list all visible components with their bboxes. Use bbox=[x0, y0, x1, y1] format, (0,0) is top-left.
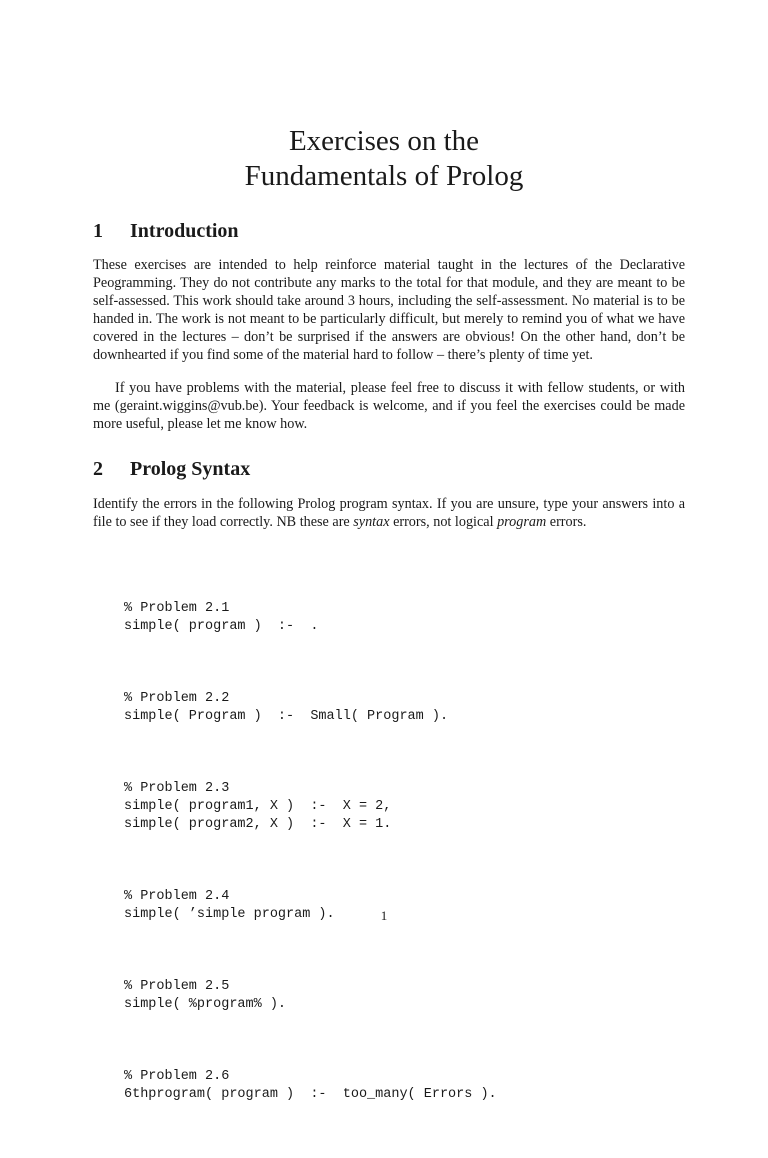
code-line: simple( Program ) :- Small( Program ). bbox=[124, 709, 449, 724]
code-comment: % Problem 2.5 bbox=[124, 979, 230, 994]
code-problem-2-3 bbox=[124, 780, 497, 852]
syntax-intro-text-3: errors. bbox=[546, 514, 587, 530]
code-line: simple( ’simple program ). bbox=[124, 907, 335, 922]
intro-paragraph-2: If you have problems with the material, please feel free to discuss it with fellow students, or with me (geraint.wiggins@vub.be). Your feedback is welcome, and if you feel the exercises could be made more useful, please let me know how. bbox=[93, 380, 685, 432]
code-line: simple( program ) :- . bbox=[124, 619, 319, 634]
section-title: Introduction bbox=[130, 220, 239, 242]
title-line-2: Fundamentals of Prolog bbox=[244, 160, 524, 192]
section-number: 2 bbox=[93, 458, 103, 480]
code-comment: % Problem 2.3 bbox=[124, 781, 230, 796]
syntax-intro-text-1: Identify the errors in the following Prolog program syntax. If you are unsure, type your answers into a file to see if they load correctly. NB these are bbox=[93, 496, 685, 530]
code-problem-2-2 bbox=[124, 690, 497, 744]
code-line: simple( %program% ). bbox=[124, 997, 287, 1012]
code-listing bbox=[124, 564, 497, 1158]
section-heading-introduction bbox=[93, 219, 239, 243]
syntax-intro-text-2: errors, not logical bbox=[389, 514, 498, 530]
code-comment: % Problem 2.4 bbox=[124, 889, 230, 904]
code-comment: % Problem 2.1 bbox=[124, 601, 230, 616]
page-number: 1 bbox=[380, 908, 388, 923]
syntax-intro-paragraph bbox=[93, 495, 685, 531]
code-line: simple( program2, X ) :- X = 1. bbox=[124, 817, 392, 832]
syntax-emphasis: syntax bbox=[353, 514, 390, 530]
code-line: 6thprogram( program ) :- too_many( Errors ). bbox=[124, 1087, 497, 1102]
document-title bbox=[0, 124, 768, 194]
section-heading-prolog-syntax bbox=[93, 457, 250, 481]
intro-paragraph-1: These exercises are intended to help reinforce material taught in the lectures of the Declarative Peogramming. They do not contribute any marks to the total for that module, and they are meant to be self-assessed. This work should take around 3 hours, including the self-assessment. No material is to be handed in. The work is not meant to be particularly difficult, but merely to remind you of what we have covered in the lectures – don’t be surprised if the answers are obvious! On the other hand, don’t be downhearted if you find some of the material hard to follow – there’s plenty of time yet. bbox=[93, 257, 685, 363]
code-line: simple( program1, X ) :- X = 2, bbox=[124, 799, 392, 814]
program-emphasis: program bbox=[497, 514, 547, 530]
code-comment: % Problem 2.2 bbox=[124, 691, 230, 706]
code-comment: % Problem 2.6 bbox=[124, 1069, 230, 1084]
code-problem-2-6 bbox=[124, 1068, 497, 1122]
section-number: 1 bbox=[93, 220, 103, 242]
section-title: Prolog Syntax bbox=[130, 458, 251, 480]
title-line-1: Exercises on the bbox=[288, 125, 480, 157]
code-problem-2-1 bbox=[124, 600, 497, 654]
